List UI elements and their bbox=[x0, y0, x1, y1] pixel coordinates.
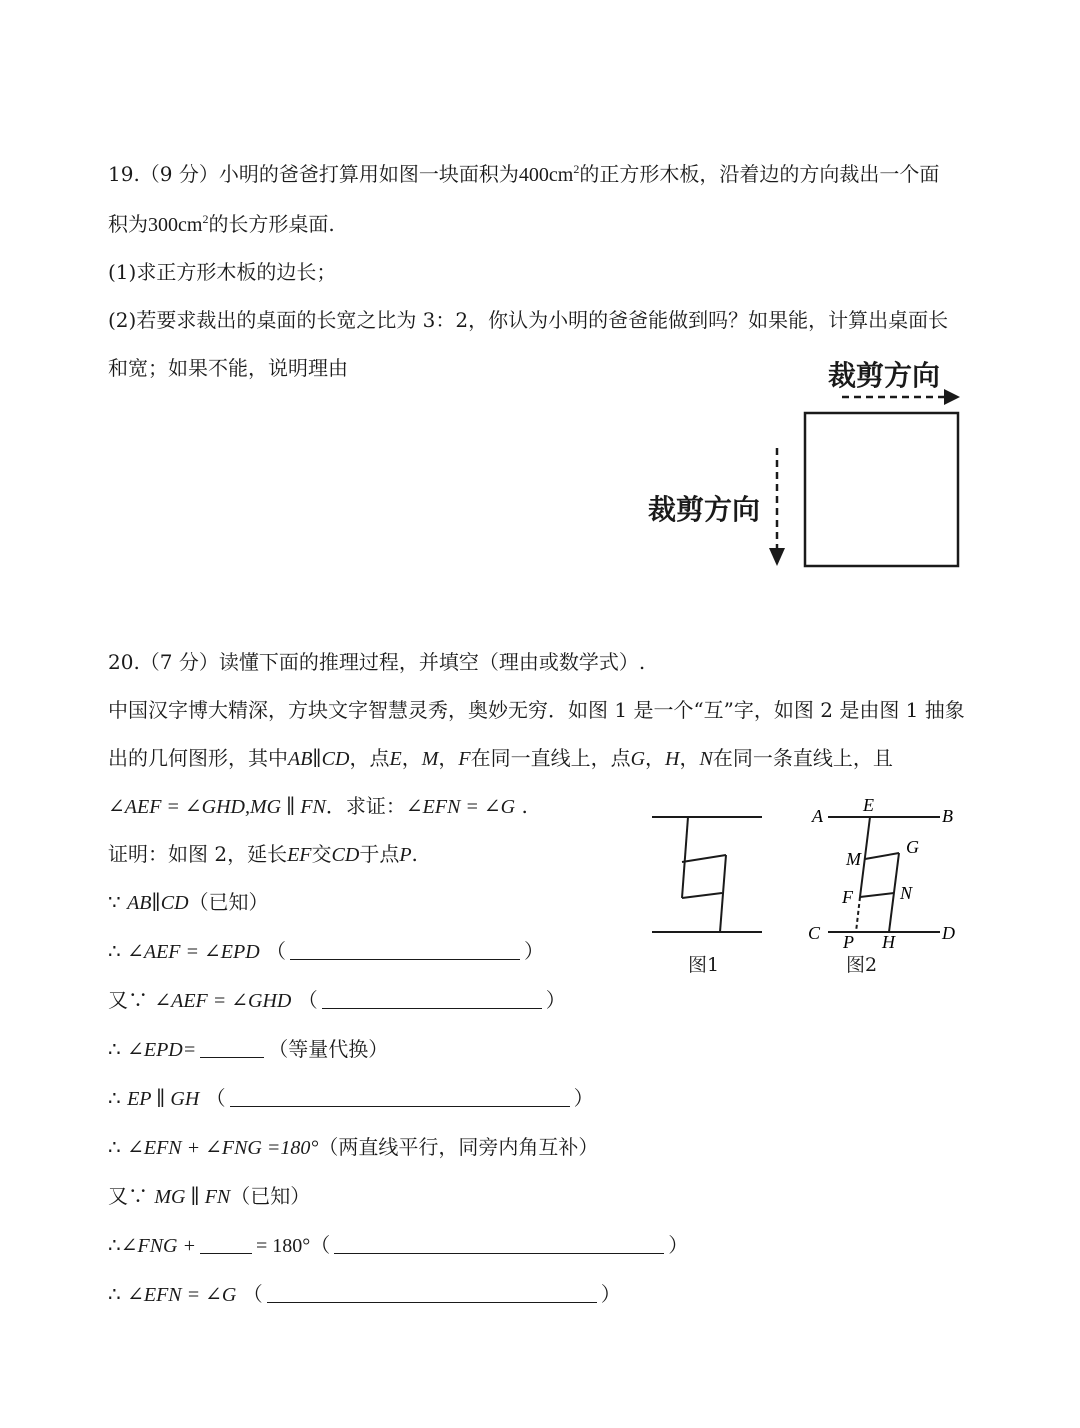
q19-sub2-line1: (2)若要求裁出的桌面的长宽之比为 3：2，你认为小明的爸爸能做到吗？如果能，计算出桌面长 bbox=[108, 308, 949, 332]
proof-step-3: 又∵ ∠AEF = ∠GHD （ ） bbox=[108, 988, 566, 1012]
point-p: P bbox=[843, 932, 854, 952]
q19-line2: 积为$300cm^2$的长方形桌面. bbox=[108, 212, 335, 236]
point-m: M bbox=[846, 849, 861, 869]
point-f: F bbox=[842, 887, 853, 907]
q20-intro1: 中国汉字博大精深，方块文字智慧灵秀，奥妙无穷．如图 1 是一个“互”字，如图 2 是由图 1 抽象 bbox=[108, 698, 965, 722]
unit-exponent: 2 bbox=[573, 162, 580, 176]
point-c: C bbox=[808, 923, 821, 943]
dashed-fp bbox=[856, 897, 860, 932]
area-square-value: 400 bbox=[518, 164, 549, 186]
point-b: B bbox=[942, 806, 953, 826]
proof-step-9: ∴ ∠EFN = ∠G （ ） bbox=[108, 1282, 621, 1306]
proof-step-8: ∴∠FNG + = 180°（ ） bbox=[108, 1233, 689, 1257]
proof-step-1: ∵ AB∥CD（已知） bbox=[108, 890, 269, 914]
segment-mg bbox=[865, 853, 899, 859]
segment-fn bbox=[860, 893, 894, 897]
fig2-caption: 图2 bbox=[846, 954, 878, 976]
area-rect-value: 300 bbox=[148, 214, 178, 236]
proof-step-5: ∴ EP ∥ GH （ ） bbox=[108, 1086, 594, 1110]
proof-step-6: ∴ ∠EFN + ∠FNG =180°（两直线平行，同旁内角互补） bbox=[108, 1135, 599, 1159]
q20-title: 20.（7 分）读懂下面的推理过程，并填空（理由或数学式）. bbox=[108, 650, 646, 674]
q20-intro2: 出的几何图形，其中AB∥CD，点E，M，F在同一直线上，点G，H，N在同一条直线上，且 bbox=[108, 746, 893, 770]
q19-sub2-line2: 和宽；如果不能，说明理由 bbox=[108, 356, 348, 380]
line-ef bbox=[860, 817, 870, 897]
fig1-caption: 图1 bbox=[688, 954, 720, 976]
cut-direction-label-left: 裁剪方向 bbox=[648, 493, 761, 526]
cut-direction-label-top: 裁剪方向 bbox=[828, 359, 941, 392]
q19-sub1: (1)求正方形木板的边长； bbox=[108, 260, 337, 284]
proof-step-4: ∴ ∠EPD= （等量代换） bbox=[108, 1037, 389, 1061]
q20-given: ∠AEF = ∠GHD,MG ∥ FN．求证：∠EFN = ∠G . bbox=[108, 794, 528, 818]
q19-line1: 19.（9 分）小明的爸爸打算用如图一块面积为$400cm^2$的正方形木板，沿着边的方向裁出一个面 bbox=[108, 162, 940, 186]
q20-proof-start: 证明：如图 2，延长EF交CD于点P. bbox=[108, 842, 418, 866]
point-n: N bbox=[900, 883, 913, 903]
proof-step-7: 又∵ MG ∥ FN（已知） bbox=[108, 1184, 311, 1208]
point-a: A bbox=[812, 806, 823, 826]
point-g: G bbox=[906, 837, 919, 857]
point-h: H bbox=[882, 932, 895, 952]
point-e: E bbox=[863, 795, 874, 815]
proof-step-2: ∴ ∠AEF = ∠EPD （ ） bbox=[108, 939, 544, 963]
unit: cm bbox=[548, 164, 574, 186]
point-d: D bbox=[942, 923, 955, 943]
